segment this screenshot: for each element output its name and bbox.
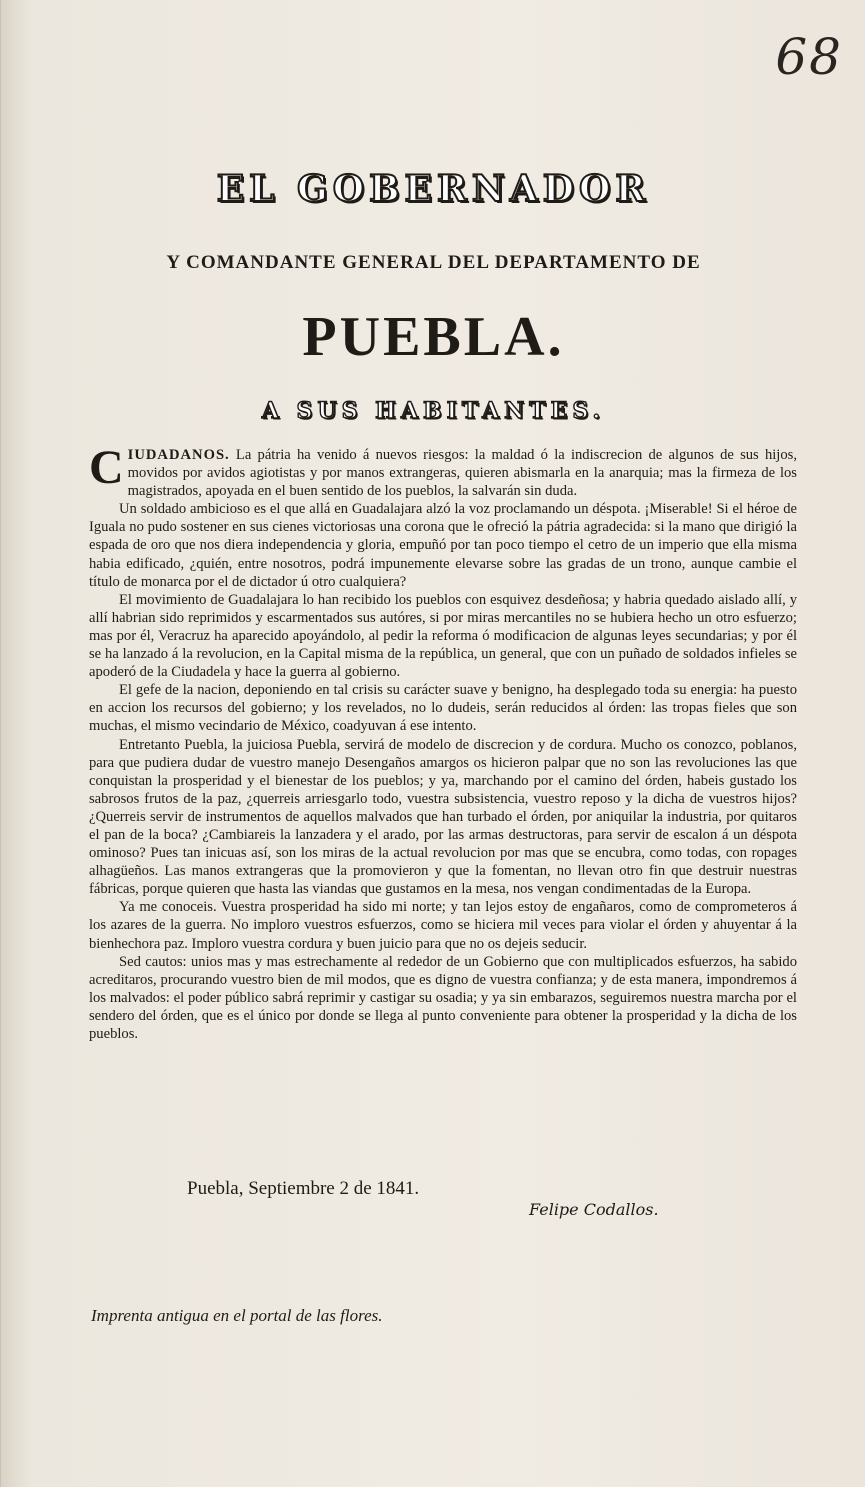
paragraph-6: Ya me conoceis. Vuestra prosperidad ha sido mi norte; y tan lejos estoy de engañaros, como de comprometeros á los azares de la guerra. No imploro vuestros esfuerzos, como se hiciera mil veces para violar el órden y ahuyentar á la bienhechora paz. Imploro vuestra cordura y buen juicio para que no os dejeis seducir. xyxy=(89,899,797,952)
paragraph-7: Sed cautos: unios mas y mas estrechamente al rededor de un Gobierno que con multiplicados esfuerzos, ha sabido acreditaros, procurando vuestro bien de mil modos, que es digno de vuestra confianza; y de esta manera, impondremos á los malvados: el poder público sabrá reprimir y castigar su osadia; y ya sin embarazos, seguiremos nuestra marcha por el sendero del órden, que es el único por donde se llega al punto conveniente para obtener la prosperidad y la dicha de los pueblos. xyxy=(89,953,797,1042)
printer-imprint: Imprenta antigua en el portal de las flores. xyxy=(91,1306,383,1325)
dropcap: C xyxy=(89,441,124,494)
heading-title: EL GOBERNADOR xyxy=(216,168,651,210)
signature: Felipe Codallos. xyxy=(529,1200,659,1219)
dateline: Puebla, Septiembre 2 de 1841. xyxy=(187,1178,420,1199)
paragraph-3: El movimiento de Guadalajara lo han recibido los pueblos con esquivez desdeñosa; y habria quedado aislado allí, y allí habrian sido reprimidos y escarmentados sus autóres, si por miras mercantiles no se hubiera hecho un otro esfuerzo; mas por él, Veracruz ha aparecido apoyándolo, al pedir la reforma ó modificacion de algunas leyes secundarias; y por él se ha lanzado á la revolucion, en la Capital misma de la república, un general, que con un puñado de soldados infieles se apoderó de la Ciudadela y hace la guerra al gobierno. xyxy=(89,591,797,681)
paragraph-2: Un soldado ambicioso es el que allá en Guadalajara alzó la voz proclamando un déspota. ¡Miserable! Si el héroe de Iguala no pudo sostener en sus cienes victoriosas una corona que le ofreció la pátria agradecida: si la mano que dirigió la espada de oro que nos diera independencia y gloria, empuñó por tan poco tiempo el cetro de un imperio que ella misma habia edificado, ¿quién, entre nosotros, podrá impunemente elevarse sobre las gradas de un trono, aunque cambie el título de monarca por el de dictador ú otro cualquiera? xyxy=(89,501,797,590)
paragraph-5: Entretanto Puebla, la juiciosa Puebla, servirá de modelo de discrecion y de cordura. Mucho os conozco, poblanos, para que pudiera dudar de vuestro manejo Desengaños amargos os hicieron palpar que no son las revoluciones las que conquistan la prosperidad y el bienestar de los pueblos; y ya, marchando por el camino del órden, habeis gustado los sabrosos frutos de la paz, ¿querreis arriesgarlo todo, vuestra subsistencia, vuestro reposo y la dicha de vuestros hijos? ¿Querreis servir de instrumentos de aquellos malvados que han turbado el órden, por aniquilar la industria, por quitaros el pan de la boca? ¿Cambiareis la lanzadera y el arado, por las armas destructoras, para servir de escalon á un déspota ominoso? Pues tan inicuas así, son los miras de la actual revolucion por mas que se encubra, como todas, con ropages alhagüeños. Las manos extrangeras que la promovieron y que la fomentan, no llevan otro fin que destruir nuestras fábricas, porque quieren que hasta las viandas que gustamos en la mesa, nos vengan condimentadas de la Europa. xyxy=(89,736,797,898)
heading-addressee: A SUS HABITANTES. xyxy=(261,398,606,424)
heading-place: PUEBLA. xyxy=(302,306,565,368)
paragraph-1 xyxy=(89,441,797,500)
paragraph-text: La pátria ha venido á nuevos riesgos: la maldad ó la indiscrecion de algunos de sus hijos, movidos por avidos agiotistas y por manos extrangeras, quieren abismarla en la anarquia; mas la firmeza de los magistrados, apoyada en el buen sentido de los pueblos, la salvarán sin duda. xyxy=(127,447,797,500)
heading-subtitle: Y COMANDANTE GENERAL DEL DEPARTAMENTO DE xyxy=(166,252,701,273)
lead-word: IUDADANOS. xyxy=(127,447,230,463)
paragraph-4: El gefe de la nacion, deponiendo en tal crisis su carácter suave y benigno, ha desplegado toda su energia: ha puesto en accion los recursos del gobierno; y los revelados, no lo dudeis, serán reducidos al órden: las tropas fieles que son muchas, el mismo vecindario de México, coadyuvan á ese intento. xyxy=(89,682,797,735)
folio-number: 68 xyxy=(775,28,843,86)
proclamation-body xyxy=(89,441,797,1043)
